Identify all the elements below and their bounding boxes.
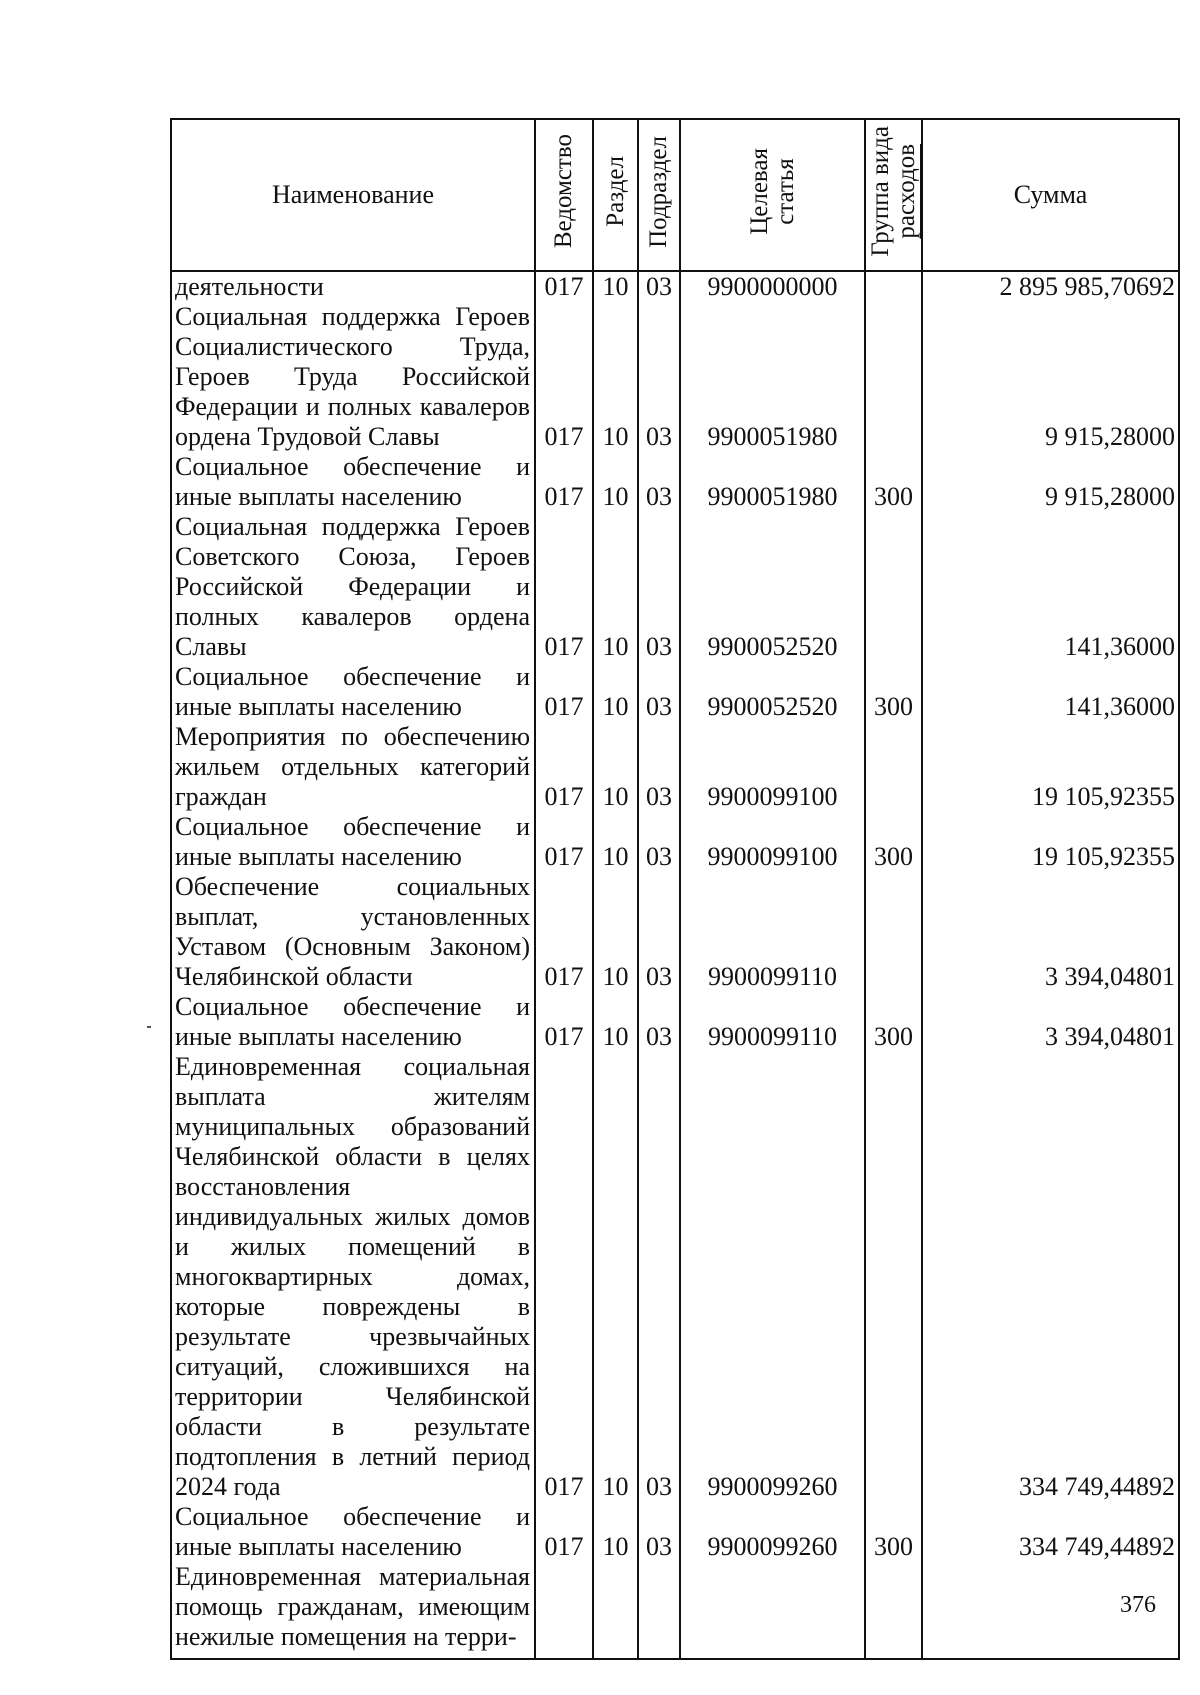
header-name: Наименование — [171, 119, 535, 271]
cell-target: 9900099110 — [680, 872, 865, 992]
header-sum: Сумма — [922, 119, 1179, 271]
cell-sum: 19 105,92355 — [922, 812, 1179, 872]
budget-table-container — [170, 118, 1178, 1660]
cell-sum: 9 915,28000 — [922, 302, 1179, 452]
cell-section: 10 — [593, 1502, 638, 1562]
cell-section: 10 — [593, 812, 638, 872]
table-row — [171, 452, 1179, 512]
cell-sum: 334 749,44892 — [922, 1502, 1179, 1562]
cell-subsection: 03 — [638, 722, 680, 812]
cell-name: Единовременная социальная выплата жителям муниципальных образований Челябинской области в целях восстановления индивидуальных жилых домов и жилых помещений в многоквартирных домах, которые повреждены в результате чрезвычайных ситуаций, сложившихся на территории Челябинской области в результате подтопления в летний период 2024 года — [171, 1052, 535, 1502]
table-row — [171, 1562, 1179, 1652]
cell-target: 9900052520 — [680, 512, 865, 662]
cell-dept: 017 — [535, 302, 593, 452]
cell-dept: 017 — [535, 722, 593, 812]
cell-border — [680, 1652, 865, 1659]
cell-name: Социальное обеспечение и иные выплаты населению — [171, 812, 535, 872]
cell-section: 10 — [593, 722, 638, 812]
budget-table — [170, 118, 1180, 1660]
cell-subsection: 03 — [638, 452, 680, 512]
table-row — [171, 992, 1179, 1052]
cell-sum: 9 915,28000 — [922, 452, 1179, 512]
cell-target: 9900099100 — [680, 722, 865, 812]
cell-target: 9900099260 — [680, 1052, 865, 1502]
cell-group — [865, 302, 922, 452]
cell-name: Обеспечение социальных выплат, установленных Уставом (Основным Законом) Челябинской области — [171, 872, 535, 992]
cell-section: 10 — [593, 512, 638, 662]
cell-dept: 017 — [535, 452, 593, 512]
cell-dept: 017 — [535, 1502, 593, 1562]
cell-sum: 2 895 985,70692 — [922, 271, 1179, 302]
cell-subsection: 03 — [638, 271, 680, 302]
cell-target: 9900051980 — [680, 452, 865, 512]
cell-name: Социальная поддержка Героев Советского Союза, Героев Российской Федерации и полных кавалеров ордена Славы — [171, 512, 535, 662]
table-row — [171, 271, 1179, 302]
table-row — [171, 662, 1179, 722]
header-subsection: Подраздел — [638, 119, 680, 271]
table-row — [171, 1502, 1179, 1562]
cell-group: 300 — [865, 452, 922, 512]
cell-section — [593, 1562, 638, 1652]
cell-target — [680, 1562, 865, 1652]
cell-sum: 334 749,44892 — [922, 1052, 1179, 1502]
cell-group — [865, 872, 922, 992]
cell-group — [865, 1562, 922, 1652]
cell-sum: 3 394,04801 — [922, 992, 1179, 1052]
table-row — [171, 722, 1179, 812]
cell-target: 9900099110 — [680, 992, 865, 1052]
cell-subsection: 03 — [638, 302, 680, 452]
cell-section: 10 — [593, 872, 638, 992]
table-row — [171, 302, 1179, 452]
cell-dept: 017 — [535, 872, 593, 992]
table-bottom-border — [171, 1652, 1179, 1659]
cell-border — [535, 1652, 593, 1659]
cell-subsection: 03 — [638, 512, 680, 662]
cell-sum: 19 105,92355 — [922, 722, 1179, 812]
cell-group — [865, 512, 922, 662]
cell-border — [171, 1652, 535, 1659]
cell-border — [865, 1652, 922, 1659]
cell-dept: 017 — [535, 992, 593, 1052]
table-body — [171, 271, 1179, 1659]
cell-target: 9900052520 — [680, 662, 865, 722]
cell-subsection: 03 — [638, 992, 680, 1052]
page-number: 376 — [1120, 1592, 1156, 1618]
header-target: Целевая статья — [680, 119, 865, 271]
cell-section: 10 — [593, 271, 638, 302]
cell-target: 9900051980 — [680, 302, 865, 452]
cell-group: 300 — [865, 992, 922, 1052]
table-row — [171, 512, 1179, 662]
cell-name: Единовременная материальная помощь гражданам, имеющим нежилые помещения на терри- — [171, 1562, 535, 1652]
cell-subsection: 03 — [638, 812, 680, 872]
cell-section: 10 — [593, 302, 638, 452]
cell-dept: 017 — [535, 271, 593, 302]
cell-dept: 017 — [535, 1052, 593, 1502]
cell-target: 9900099260 — [680, 1502, 865, 1562]
cell-border — [593, 1652, 638, 1659]
cell-dept: 017 — [535, 812, 593, 872]
cell-sum: 141,36000 — [922, 662, 1179, 722]
cell-name: Мероприятия по обеспечению жильем отдельных категорий граждан — [171, 722, 535, 812]
cell-dept — [535, 1562, 593, 1652]
cell-sum: 141,36000 — [922, 512, 1179, 662]
cell-group — [865, 271, 922, 302]
cell-group — [865, 1052, 922, 1502]
cell-group — [865, 722, 922, 812]
header-group: Группа вида расходов — [865, 119, 922, 271]
table-row — [171, 872, 1179, 992]
cell-subsection: 03 — [638, 662, 680, 722]
cell-section: 10 — [593, 452, 638, 512]
cell-border — [922, 1652, 1179, 1659]
cell-name: Социальная поддержка Героев Социалистического Труда, Героев Труда Российской Федерации и полных кавалеров ордена Трудовой Славы — [171, 302, 535, 452]
cell-group: 300 — [865, 662, 922, 722]
scan-artifact — [147, 1026, 151, 1028]
header-dept: Ведомство — [535, 119, 593, 271]
cell-group: 300 — [865, 812, 922, 872]
cell-name: Социальное обеспечение и иные выплаты населению — [171, 452, 535, 512]
cell-section: 10 — [593, 992, 638, 1052]
cell-name: Социальное обеспечение и иные выплаты населению — [171, 1502, 535, 1562]
cell-section: 10 — [593, 662, 638, 722]
cell-name: Социальное обеспечение и иные выплаты населению — [171, 992, 535, 1052]
cell-subsection: 03 — [638, 1502, 680, 1562]
cell-subsection: 03 — [638, 872, 680, 992]
cell-name: деятельности — [171, 271, 535, 302]
cell-section: 10 — [593, 1052, 638, 1502]
cell-dept: 017 — [535, 512, 593, 662]
cell-border — [638, 1652, 680, 1659]
cell-subsection — [638, 1562, 680, 1652]
cell-name: Социальное обеспечение и иные выплаты населению — [171, 662, 535, 722]
cell-target: 9900000000 — [680, 271, 865, 302]
cell-dept: 017 — [535, 662, 593, 722]
cell-sum: 3 394,04801 — [922, 872, 1179, 992]
cell-subsection: 03 — [638, 1052, 680, 1502]
table-header-row — [171, 119, 1179, 271]
cell-target: 9900099100 — [680, 812, 865, 872]
header-section: Раздел — [593, 119, 638, 271]
table-row — [171, 812, 1179, 872]
table-row — [171, 1052, 1179, 1502]
cell-group: 300 — [865, 1502, 922, 1562]
